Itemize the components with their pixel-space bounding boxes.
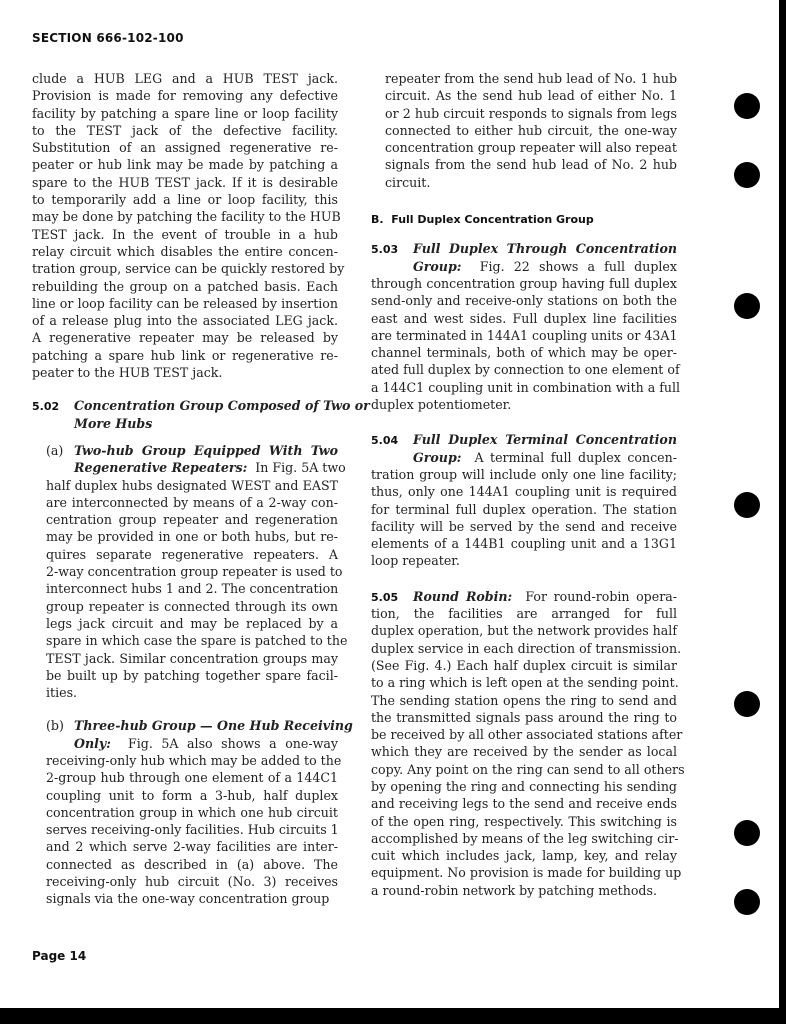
binder-hole-icon	[734, 293, 760, 319]
text-line: equipment. No provision is made for building up	[371, 865, 682, 881]
text-line: signals via the one-way concentration group	[46, 891, 330, 907]
text-line: may be provided in one or both hubs, but re-	[46, 529, 338, 545]
text-line: east and west sides. Full duplex line facilities	[371, 310, 677, 326]
section-5-05: 5.05 Round Robin: For round-robin opera- tion, the facilities are arranged for full duplex operation, but the network provides half duplex service in each direction of transmission. (See Fig. 4.) Each half duplex circuit is similar to a ring which is left open at the sending point. The sending station opens the ring to send and the transmitted signals pass around the ring to be received by all other associated stations after which they are received by the sender as local copy. Any point on the ring can send to all others by opening the ring and connecting his sending and receiving legs to the send and receive ends of the open ring, respectively. This switching is accomplished by means of the leg switching cir- cuit which includes jack, lamp, key, and relay equipment. No provision is made for building up a round-robin network by patching methods.	[371, 588, 685, 898]
text-line: by opening the ring and connecting his sending	[371, 778, 677, 794]
section-5-03: 5.03 Full Duplex Through Concentration Group: Fig. 22 shows a full duplex through concentration group having full duplex send-only and receive-only stations on both the east and west sides. Full duplex line facilities are terminated in 144A1 coupling units or 43A1 channel terminals, both of which may be oper- ated full duplex by connection to one element of a 144C1 coupling unit in combination with a full duplex potentiometer.	[371, 241, 681, 413]
item-a-body	[46, 477, 348, 702]
text-line: may be done by patching the facility to the HUB	[32, 209, 341, 225]
text-line: facility by patching a spare line or loop facility	[32, 105, 338, 121]
text-line: relay circuit which disables the entire concen-	[32, 243, 338, 259]
text-line: of a release plug into the associated LEG jack.	[32, 313, 338, 329]
text-line: duplex potentiometer.	[371, 397, 512, 413]
text-line: half duplex hubs designated WEST and EAST	[46, 477, 338, 493]
binder-hole-icon	[734, 93, 760, 119]
text-line: to the TEST jack of the defective facility.	[32, 122, 338, 138]
binder-hole-icon	[734, 691, 760, 717]
text-line: which they are received by the sender as local	[371, 744, 677, 760]
section-5-05-title: Round Robin:	[413, 588, 513, 604]
text-line: 2-group hub through one element of a 144C1	[46, 770, 338, 786]
text-line: peater or hub link may be made by patching a	[32, 157, 338, 173]
section-5-02-heading: 5.02 Concentration Group Composed of Two or More Hubs	[32, 398, 370, 431]
text-line: for terminal full duplex operation. The station	[371, 501, 677, 517]
text-line: send-only and receive-only stations on both the	[371, 293, 677, 309]
text-line: clude a HUB LEG and a HUB TEST jack.	[32, 71, 338, 86]
text-line: A regenerative repeater may be released by	[32, 330, 338, 346]
text-line: Substitution of an assigned regenerative re-	[32, 140, 338, 156]
text-line: to a ring which is left open at the sending point.	[371, 675, 679, 691]
text-line: duplex service in each direction of transmission.	[371, 640, 682, 656]
subsection-b-heading: B. Full Duplex Concentration Group	[371, 213, 594, 227]
text-line: centration group repeater and regeneration	[46, 512, 338, 528]
text-line: serves receiving-only facilities. Hub circuits 1	[46, 822, 339, 838]
text-line: The sending station opens the ring to send and	[371, 692, 677, 708]
text-line: thus, only one 144A1 coupling unit is required	[371, 484, 677, 500]
text-line: peater to the HUB TEST jack.	[32, 365, 223, 381]
text-line: line or loop facility can be released by insertion	[32, 295, 338, 311]
section-5-04: 5.04 Full Duplex Terminal Concentration Group: A terminal full duplex concen- tration group will include only one line facility; thus, only one 144A1 coupling unit is required for terminal full duplex operation. The station facility will be served by the send and receive elements of a 144B1 coupling unit and a 13G1 loop repeater.	[371, 432, 677, 569]
text-line: of the open ring, respectively. This switching is	[371, 813, 677, 829]
text-line: coupling unit to form a 3-hub, half duplex	[46, 787, 338, 803]
section-header: SECTION 666-102-100	[32, 31, 184, 45]
text-line: are interconnected by means of a 2-way con-	[46, 494, 338, 510]
text-line: duplex operation, but the network provides half	[371, 623, 677, 639]
text-line: receiving-only hub circuit (No. 3) receives	[46, 874, 338, 890]
text-line: group repeater is connected through its own	[46, 598, 338, 614]
left-column	[32, 70, 370, 908]
text-line: ities.	[46, 685, 78, 701]
text-line: receiving-only hub which may be added to the	[46, 752, 342, 768]
text-line: interconnect hubs 1 and 2. The concentration	[46, 581, 339, 597]
page-number: Page 14	[32, 949, 87, 963]
text-line: or 2 hub circuit responds to signals from legs	[385, 105, 677, 121]
section-5-05-body	[371, 605, 685, 899]
right-column	[371, 70, 685, 899]
text-line: circuit.	[385, 174, 431, 190]
text-line: tion, the facilities are arranged for full	[371, 606, 677, 622]
item-b: (b) Three-hub Group — One Hub Receiving Only: Fig. 5A also shows a one-way receiving-only hub which may be added to the 2-group hub through one element of a 144C1 coupling unit to form a 3-hub, half duplex concentration group in which one hub circuit serves receiving-only facilities. Hub circuits 1 and 2 which serve 2-way facilities are inter- connected as described in (a) above. The receiving-only hub circuit (No. 3) receives signals via the one-way concentration group	[46, 718, 353, 907]
section-5-04-title: Full Duplex Terminal Concentration	[413, 432, 677, 448]
item-a: (a) Two-hub Group Equipped With Two Regenerative Repeaters: In Fig. 5A two half duplex hubs designated WEST and EAST are interconnected by means of a 2-way con- centration group repeater and regeneration may be provided in one or both hubs, but re- quires separate regenerative repeaters. A 2-way concentration group repeater is used to interconnect hubs 1 and 2. The concentration group repeater is connected through its own legs jack circuit and may be replaced by a spare in which case the spare is patched to the TEST jack. Similar concentration groups may be built up by patching together spare facil- ities.	[46, 442, 348, 701]
text-line: cuit which includes jack, lamp, key, and relay	[371, 848, 677, 864]
page-edge-shadow	[779, 0, 786, 1024]
binder-hole-icon	[734, 820, 760, 846]
text-line: and 2 which serve 2-way facilities are inter-	[46, 839, 338, 855]
text-line: quires separate regenerative repeaters. A	[46, 546, 338, 562]
item-b-body	[46, 752, 342, 908]
section-5-03-body	[371, 275, 681, 413]
text-line: Provision is made for removing any defective	[32, 88, 338, 104]
section-5-02-title: Concentration Group Composed of Two or	[74, 398, 370, 414]
continued-paragraph	[385, 70, 677, 191]
text-line: connected to either hub circuit, the one-way	[385, 122, 677, 138]
text-line: tration group, service can be quickly restored by	[32, 261, 345, 277]
section-5-04-body	[371, 466, 677, 570]
text-line: through concentration group having full duplex	[371, 275, 677, 291]
text-line: connected as described in (a) above. The	[46, 856, 338, 872]
text-line: copy. Any point on the ring can send to all others	[371, 761, 685, 777]
text-line: ated full duplex by connection to one element of	[371, 362, 680, 378]
binder-hole-icon	[734, 889, 760, 915]
text-line: repeater from the send hub lead of No. 1 hub	[385, 71, 677, 86]
text-line: patching a spare hub link or regenerative re-	[32, 347, 338, 363]
text-line: be received by all other associated stations after	[371, 727, 683, 743]
text-line: a 144C1 coupling unit in combination with a full	[371, 379, 681, 395]
text-line: circuit. As the send hub lead of either No. 1	[385, 88, 677, 104]
text-line: concentration group repeater will also repeat	[385, 140, 677, 156]
text-line: (See Fig. 4.) Each half duplex circuit is similar	[371, 657, 677, 673]
section-5-03-title: Full Duplex Through Concentration	[413, 241, 677, 257]
text-line: facility will be served by the send and receive	[371, 518, 677, 534]
text-line: rebuilding the group on a patched basis. Each	[32, 278, 338, 294]
text-line: TEST jack. Similar concentration groups may	[46, 650, 338, 666]
text-line: loop repeater.	[371, 553, 460, 569]
text-line: to temporarily add a line or loop facility, this	[32, 192, 338, 208]
text-line: 2-way concentration group repeater is used to	[46, 564, 343, 580]
text-line: the transmitted signals pass around the ring to	[371, 709, 677, 725]
text-line: a round-robin network by patching methods.	[371, 882, 657, 898]
item-a-title: Two-hub Group Equipped With Two	[74, 442, 338, 458]
item-b-title: Three-hub Group — One Hub Receiving	[74, 718, 353, 734]
text-line: accomplished by means of the leg switching cir-	[371, 830, 679, 846]
text-line: spare in which case the spare is patched to the	[46, 633, 348, 649]
text-line: legs jack circuit and may be replaced by a	[46, 615, 338, 631]
text-line: tration group will include only one line facility;	[371, 466, 677, 482]
text-line: are terminated in 144A1 coupling units or 43A1	[371, 327, 678, 343]
text-line: TEST jack. In the event of trouble in a hub	[32, 226, 338, 242]
text-line: be built up by patching together spare facil-	[46, 667, 338, 683]
text-line: channel terminals, both of which may be oper-	[371, 345, 677, 361]
intro-paragraph	[32, 70, 345, 381]
text-line: concentration group in which one hub circuit	[46, 804, 338, 820]
binder-hole-icon	[734, 162, 760, 188]
text-line: elements of a 144B1 coupling unit and a 13G1	[371, 536, 677, 552]
binder-hole-icon	[734, 492, 760, 518]
text-line: and receiving legs to the send and receive ends	[371, 796, 677, 812]
text-line: signals from the send hub lead of No. 2 hub	[385, 157, 677, 173]
text-line: spare to the HUB TEST jack. If it is desirable	[32, 174, 338, 190]
